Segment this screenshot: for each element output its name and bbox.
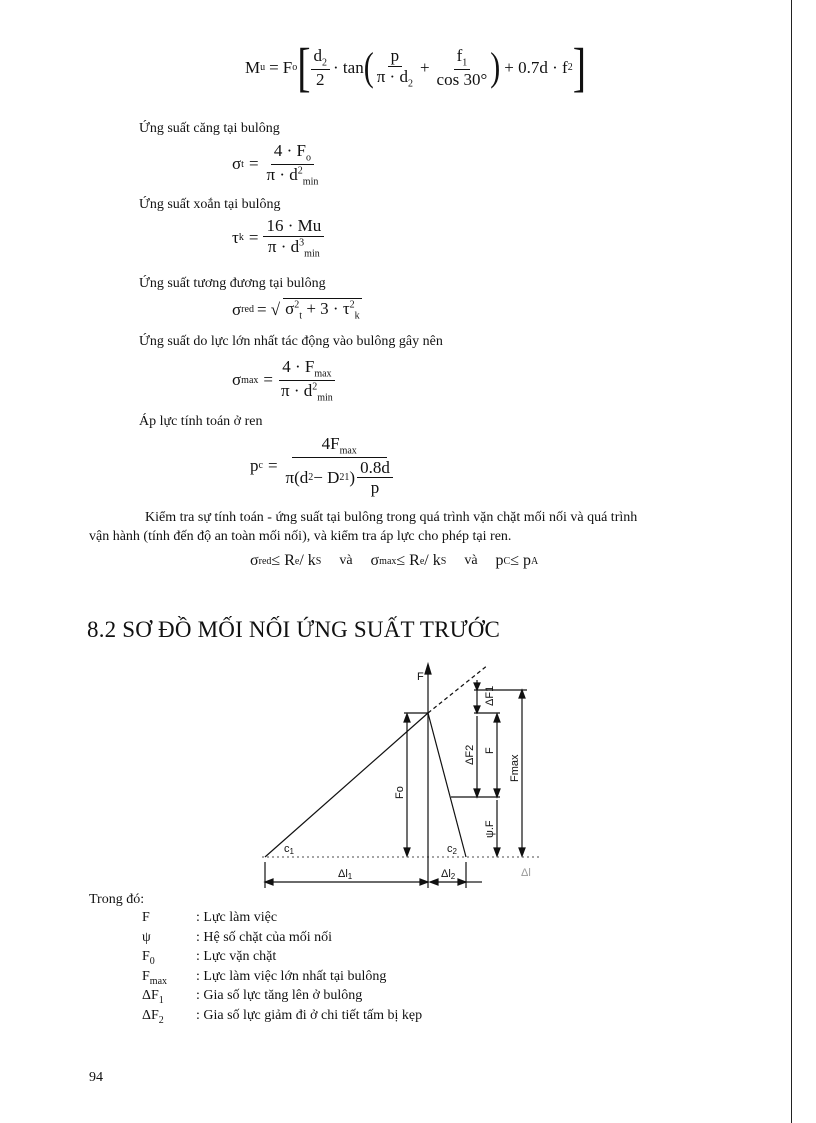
diagram-label-c1: c1 (284, 843, 294, 856)
member-line-c2 (428, 713, 466, 857)
legend-description: : Lực làm việc lớn nhất tại bulông (196, 968, 387, 984)
legend-symbol: $\Delta F_1$ (142, 988, 164, 1006)
label-stress-max-force: Ứng suất do lực lớn nhất tác động vào bulông gây nên (139, 334, 443, 349)
diagram-label-dl2: Δl2 (441, 868, 456, 881)
formula-check-conditions: σ red ≤ R e / k S và σ max ≤ R e / k S và p C ≤ p A (250, 552, 539, 569)
diagram-label-F: F (417, 671, 424, 683)
legend-symbol: F (142, 910, 150, 925)
legend-description: : Gia số lực giảm đi ở chi tiết tấm bị kẹp (196, 1007, 423, 1023)
legend-description: : Hệ số chặt của mối nối (196, 929, 333, 945)
diagram-label-dF1: ΔF1 (484, 685, 496, 706)
diagram-label-dl: Δl (521, 867, 531, 879)
formula-sigma-t: σ t = $\frac{4 \cdot F_o}{\pi \cdot d^2_{min}}$ (232, 141, 319, 188)
formula-sigma-red: σ red = √ $\sigma^2_t + 3 \cdot \tau^2_k$ (232, 299, 360, 322)
section-title: 8.2 SƠ ĐỒ MỐI NỐI ỨNG SUẤT TRƯỚC (87, 617, 501, 642)
paragraph-line-1: Kiểm tra sự tính toán - ứng suất tại bulông trong quá trình vặn chặt mối nối và quá trình (145, 510, 638, 525)
legend-symbol: $\Delta F_2$ (142, 1007, 164, 1026)
diagram-label-dF2: ΔF2 (464, 744, 476, 765)
legend-symbol: $F_0$ (142, 949, 155, 967)
diagram-label-c2: c2 (447, 843, 457, 856)
bolt-line-c1 (265, 713, 428, 857)
legend-description: : Gia số lực tăng lên ở bulông (196, 988, 363, 1003)
diagram-label-Fo: Fo (394, 786, 406, 799)
legend-symbol: ψ (142, 929, 151, 945)
diagram-label-dl1: Δl1 (338, 868, 353, 881)
diagram-label-psiF: ψ.F (484, 820, 496, 838)
formula-sigma-max: σ max = $\frac{4 \cdot F_{max}}{\pi \cdot d^2_{min}}$ (232, 357, 333, 404)
formula-tau-k: τ k = $\frac{16 \cdot Mu}{\pi \cdot d^3_{min}}$ (232, 216, 324, 259)
legend-symbol: $F_{max}$ (142, 968, 168, 987)
formula-mu: M u = F o [ $\frac{d_2}{2}$ · tan ( $\frac{p}{\pi \cdot d_2}$ + $\frac{f_1}{\cos 30^\circ}$ ) + 0.7d · f 2 ] (245, 36, 587, 98)
page-number: 94 (89, 1070, 103, 1085)
label-stress-tension: Ứng suất căng tại bulông (139, 121, 280, 136)
label-thread-pressure: Áp lực tính toán ở ren (139, 414, 263, 429)
label-stress-torsion: Ứng suất xoắn tại bulông (139, 197, 281, 212)
y-axis-arrow (425, 664, 431, 674)
paragraph-line-2: vận hành (tính đến độ an toàn mối nối), và kiểm tra áp lực cho phép tại ren. (89, 529, 512, 544)
legend-description: : Lực làm việc (196, 910, 278, 925)
label-stress-equivalent: Ứng suất tương đương tại bulông (139, 276, 326, 291)
diagram-label-Fmax: Fmax (509, 754, 521, 782)
formula-pc: p c = $4F_{max}$ π(d 2 − D 2 1 ) $\frac{0.8d}{p}$ (250, 434, 396, 498)
legend-heading: Trong đó: (89, 892, 145, 907)
diagram-label-F-mid: F (484, 747, 496, 754)
legend-description: : Lực vặn chặt (196, 949, 277, 964)
